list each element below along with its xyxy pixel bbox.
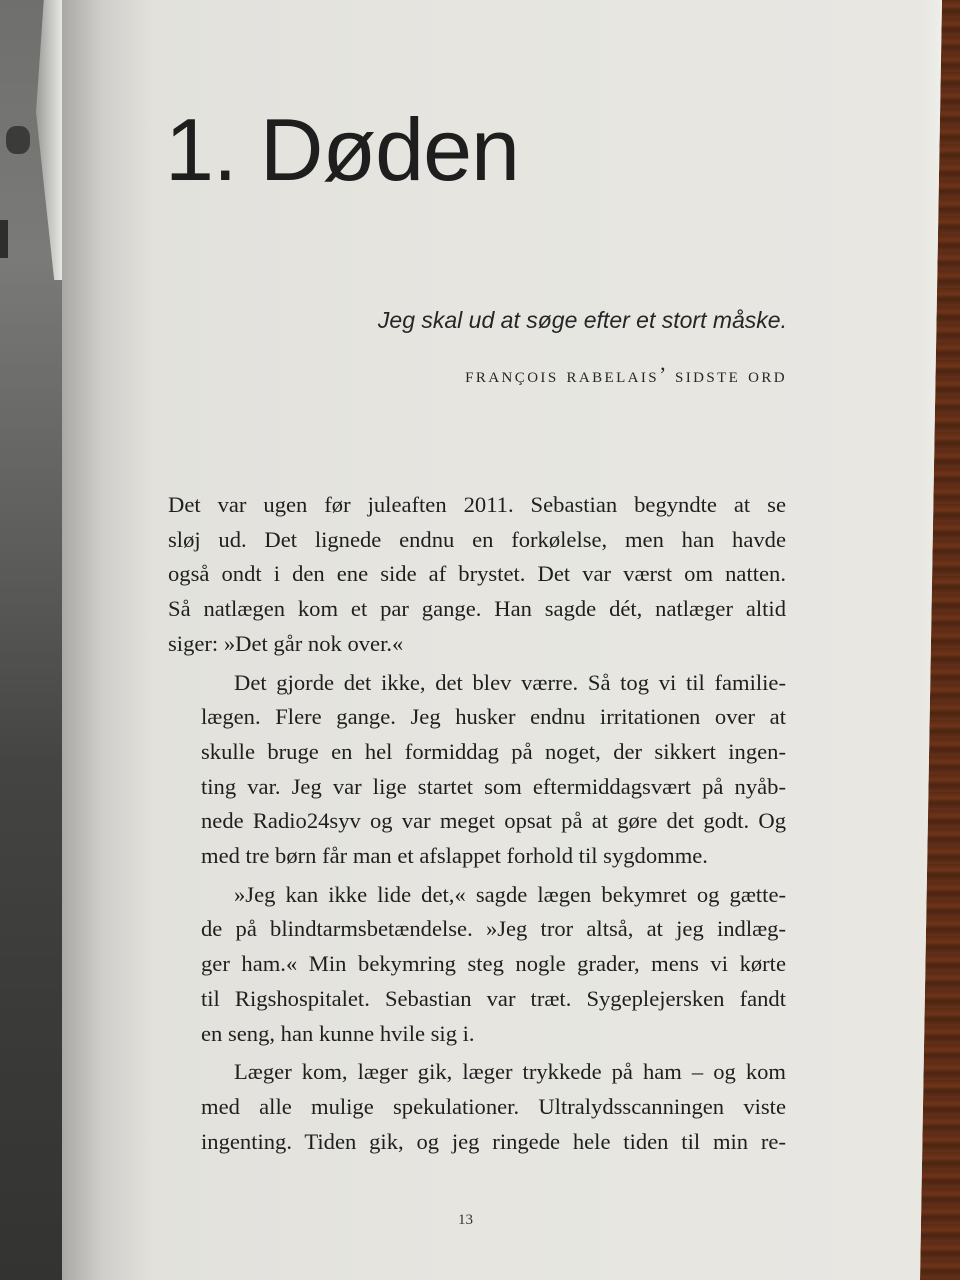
page-number: 13 [458,1212,473,1228]
text-line: de på blindtarmsbetændelse. »Jeg tror altså, at jeg indlæg- [201,916,786,942]
paragraph [168,488,786,662]
paragraph [168,878,786,1052]
page-fold [36,0,62,280]
text-line: lægen. Flere gange. Jeg husker endnu irritationen over at [201,704,786,730]
text-line: skulle bruge en hel formiddag på noget, der sikkert ingen- [201,738,786,764]
text-line: til Rigshospitalet. Sebastian var træt. Sygeplejersken fandt [201,985,786,1011]
text-line: med alle mulige spekulationer. Ultralydsscanningen viste [201,1093,786,1119]
chapter-title: 1. Døden [165,100,519,199]
body-text [168,488,786,1159]
text-line: »Jeg kan ikke lide det,« sagde lægen bekymret og gætte- [234,881,786,907]
text-line: en seng, han kunne hvile sig i. [201,1020,475,1046]
text-line: også ondt i den ene side af brystet. Det var værst om natten. [168,561,786,587]
text-line: ting var. Jeg var lige startet som eftermiddagsvært på nyåb- [201,773,786,799]
text-line: nede Radio24syv og var meget opsat på at gøre det godt. Og [201,808,786,834]
background-left-strip [0,0,70,1280]
text-line: siger: »Det går nok over.« [168,630,404,656]
paragraph [168,1055,786,1159]
paragraph [168,666,786,874]
text-line: sløj ud. Det lignede endnu en forkølelse, men han havde [168,526,786,552]
epigraph [378,300,787,388]
text-line: ingenting. Tiden gik, og jeg ringede hele tiden til min re- [201,1128,786,1154]
epigraph-attribution: françois rabelais’ sidste ord [465,362,787,387]
text-line: Det var ugen før juleaften 2011. Sebastian begyndte at se [168,492,786,517]
background-shadow [6,126,30,154]
text-line: med tre børn får man et afslappet forhold til sygdomme. [201,843,708,869]
text-line: Så natlægen kom et par gange. Han sagde dét, natlæger altid [168,596,786,622]
epigraph-quote: Jeg skal ud at søge efter et stort måske. [377,307,787,333]
text-line: Det gjorde det ikke, det blev værre. Så tog vi til familie- [234,669,786,695]
background-shadow [0,220,8,258]
text-line: Læger kom, læger gik, læger trykkede på ham – og kom [234,1059,786,1085]
text-line: ger ham.« Min bekymring steg nogle grader, mens vi kørte [201,951,786,977]
